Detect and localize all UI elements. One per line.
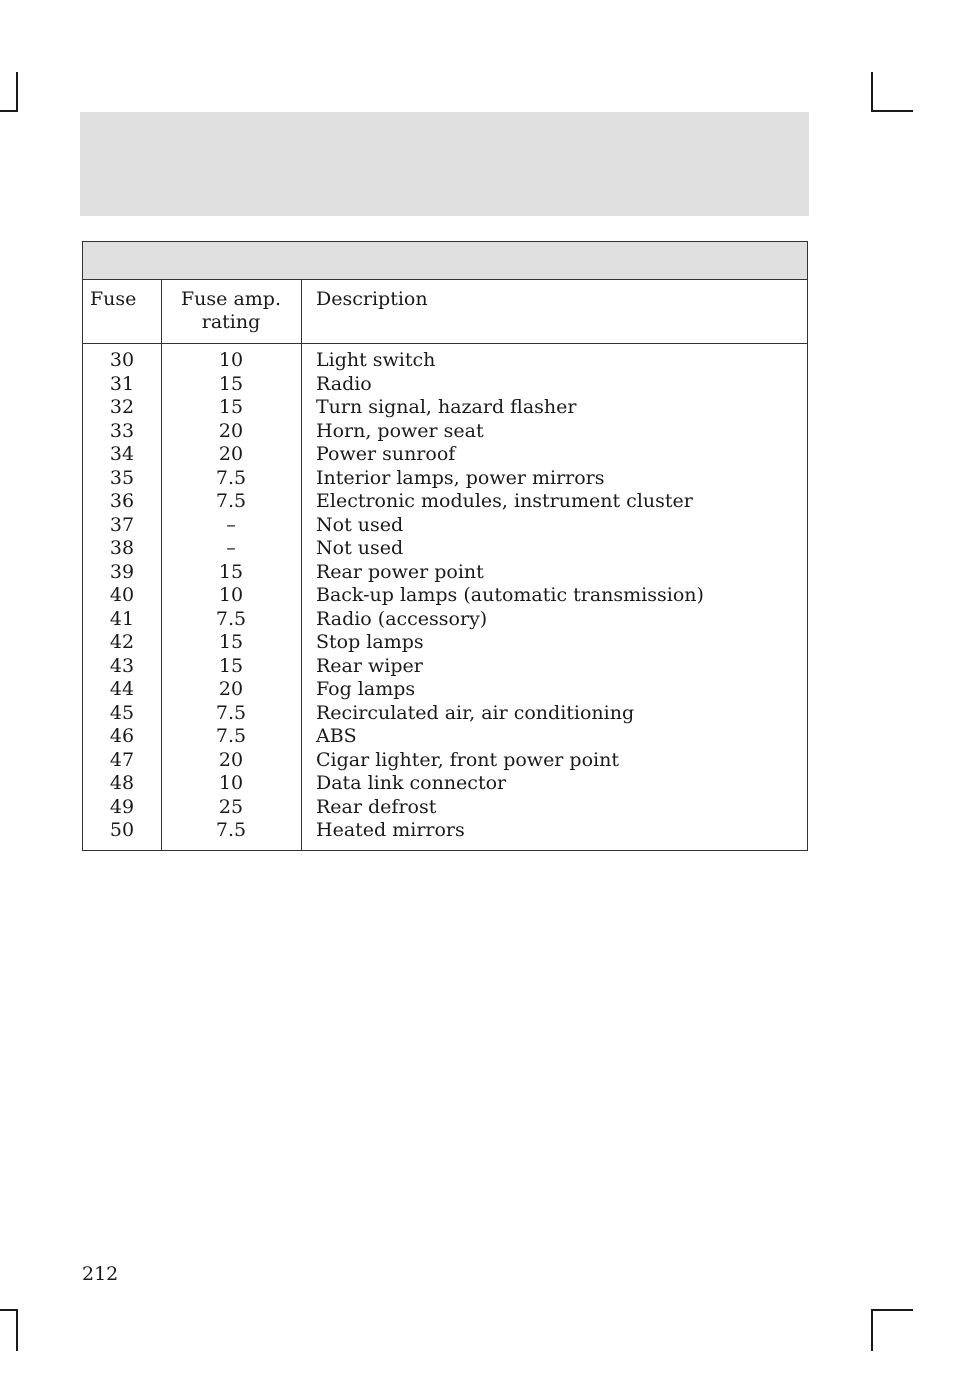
- row-description-cell: Electronic modules, instrument cluster: [316, 490, 693, 512]
- crop-mark-top-left-vertical: [16, 72, 18, 112]
- row-amp-cell: –: [226, 513, 236, 536]
- row-fuse-cell: 40: [109, 584, 135, 606]
- crop-mark-bottom-left-horizontal: [0, 1309, 18, 1311]
- row-amp-cell: 20: [218, 748, 244, 771]
- row-fuse-cell: 31: [109, 372, 135, 395]
- header-fuse-amp-rating: [161, 288, 301, 334]
- row-fuse-cell: 41: [109, 607, 135, 630]
- crop-mark-top-right-vertical: [871, 72, 873, 112]
- row-description-cell: Cigar lighter, front power point: [316, 748, 619, 771]
- row-amp-cell: 25: [218, 795, 244, 818]
- row-fuse-cell: 39: [109, 560, 135, 583]
- row-amp-cell: 10: [218, 584, 244, 606]
- row-description-cell: Horn, power seat: [316, 419, 484, 442]
- header-divider: [83, 343, 807, 344]
- row-description-cell: Rear wiper: [316, 654, 423, 677]
- row-description-cell: Not used: [316, 537, 404, 559]
- row-fuse-cell: 42: [109, 631, 135, 653]
- row-amp-cell: 15: [218, 372, 244, 395]
- row-amp-cell: 7.5: [215, 819, 247, 841]
- row-description-cell: Recirculated air, air conditioning: [316, 701, 635, 724]
- row-description-cell: Rear defrost: [316, 795, 437, 818]
- row-description-cell: Light switch: [316, 349, 436, 371]
- crop-mark-bottom-right-horizontal: [871, 1309, 913, 1311]
- row-amp-cell: 10: [218, 772, 244, 794]
- description-column: [316, 349, 796, 843]
- row-description-cell: Back-up lamps (automatic transmission): [316, 584, 704, 606]
- row-fuse-cell: 35: [109, 466, 135, 489]
- row-fuse-cell: 49: [109, 795, 135, 818]
- row-description-cell: Power sunroof: [316, 443, 456, 465]
- row-fuse-cell: 47: [109, 748, 135, 771]
- chapter-header-band: [80, 112, 809, 216]
- row-description-cell: Radio (accessory): [316, 607, 488, 630]
- header-amp-line2: rating: [201, 311, 261, 333]
- header-amp-line1: Fuse amp.: [180, 288, 281, 310]
- row-fuse-cell: 36: [109, 490, 135, 512]
- row-description-cell: Data link connector: [316, 772, 507, 794]
- row-fuse-cell: 34: [109, 443, 135, 465]
- header-description: Description: [316, 288, 428, 310]
- column-divider-2: [301, 280, 302, 850]
- page-number: 212: [82, 1263, 119, 1285]
- crop-mark-top-right-horizontal: [871, 110, 913, 112]
- row-fuse-cell: 32: [109, 396, 135, 418]
- row-amp-cell: 20: [218, 443, 244, 465]
- row-amp-cell: 15: [218, 396, 244, 418]
- row-fuse-cell: 30: [109, 349, 135, 371]
- row-fuse-cell: 38: [109, 537, 135, 559]
- header-fuse: Fuse: [90, 288, 137, 310]
- crop-mark-bottom-left-vertical: [16, 1309, 18, 1351]
- row-amp-cell: 7.5: [215, 466, 247, 489]
- row-fuse-cell: 46: [109, 725, 135, 747]
- row-amp-cell: 15: [218, 631, 244, 653]
- amp-rating-column: [161, 349, 301, 843]
- row-amp-cell: 7.5: [215, 725, 247, 747]
- row-description-cell: Radio: [316, 372, 372, 395]
- row-amp-cell: 7.5: [215, 607, 247, 630]
- row-fuse-cell: 37: [109, 513, 135, 536]
- table-title-bar: [83, 242, 807, 280]
- row-amp-cell: 10: [218, 349, 244, 371]
- row-description-cell: Stop lamps: [316, 631, 424, 653]
- row-amp-cell: 7.5: [215, 701, 247, 724]
- row-description-cell: Turn signal, hazard flasher: [316, 396, 577, 418]
- row-fuse-cell: 43: [109, 654, 135, 677]
- row-amp-cell: 20: [218, 419, 244, 442]
- row-fuse-cell: 45: [109, 701, 135, 724]
- crop-mark-bottom-right-vertical: [871, 1309, 873, 1351]
- row-amp-cell: 20: [218, 678, 244, 700]
- row-description-cell: Heated mirrors: [316, 819, 465, 841]
- row-fuse-cell: 44: [109, 678, 135, 700]
- row-amp-cell: 15: [218, 560, 244, 583]
- row-description-cell: ABS: [316, 725, 357, 747]
- row-fuse-cell: 48: [109, 772, 135, 794]
- row-amp-cell: –: [226, 537, 236, 559]
- row-description-cell: Interior lamps, power mirrors: [316, 466, 605, 489]
- row-description-cell: Fog lamps: [316, 678, 416, 700]
- row-fuse-cell: 50: [109, 819, 135, 841]
- crop-mark-top-left-horizontal: [0, 110, 18, 112]
- fuse-table: [82, 241, 808, 851]
- row-description-cell: Rear power point: [316, 560, 484, 583]
- row-description-cell: Not used: [316, 513, 404, 536]
- row-amp-cell: 15: [218, 654, 244, 677]
- row-fuse-cell: 33: [109, 419, 135, 442]
- fuse-column: [83, 349, 161, 843]
- row-amp-cell: 7.5: [215, 490, 247, 512]
